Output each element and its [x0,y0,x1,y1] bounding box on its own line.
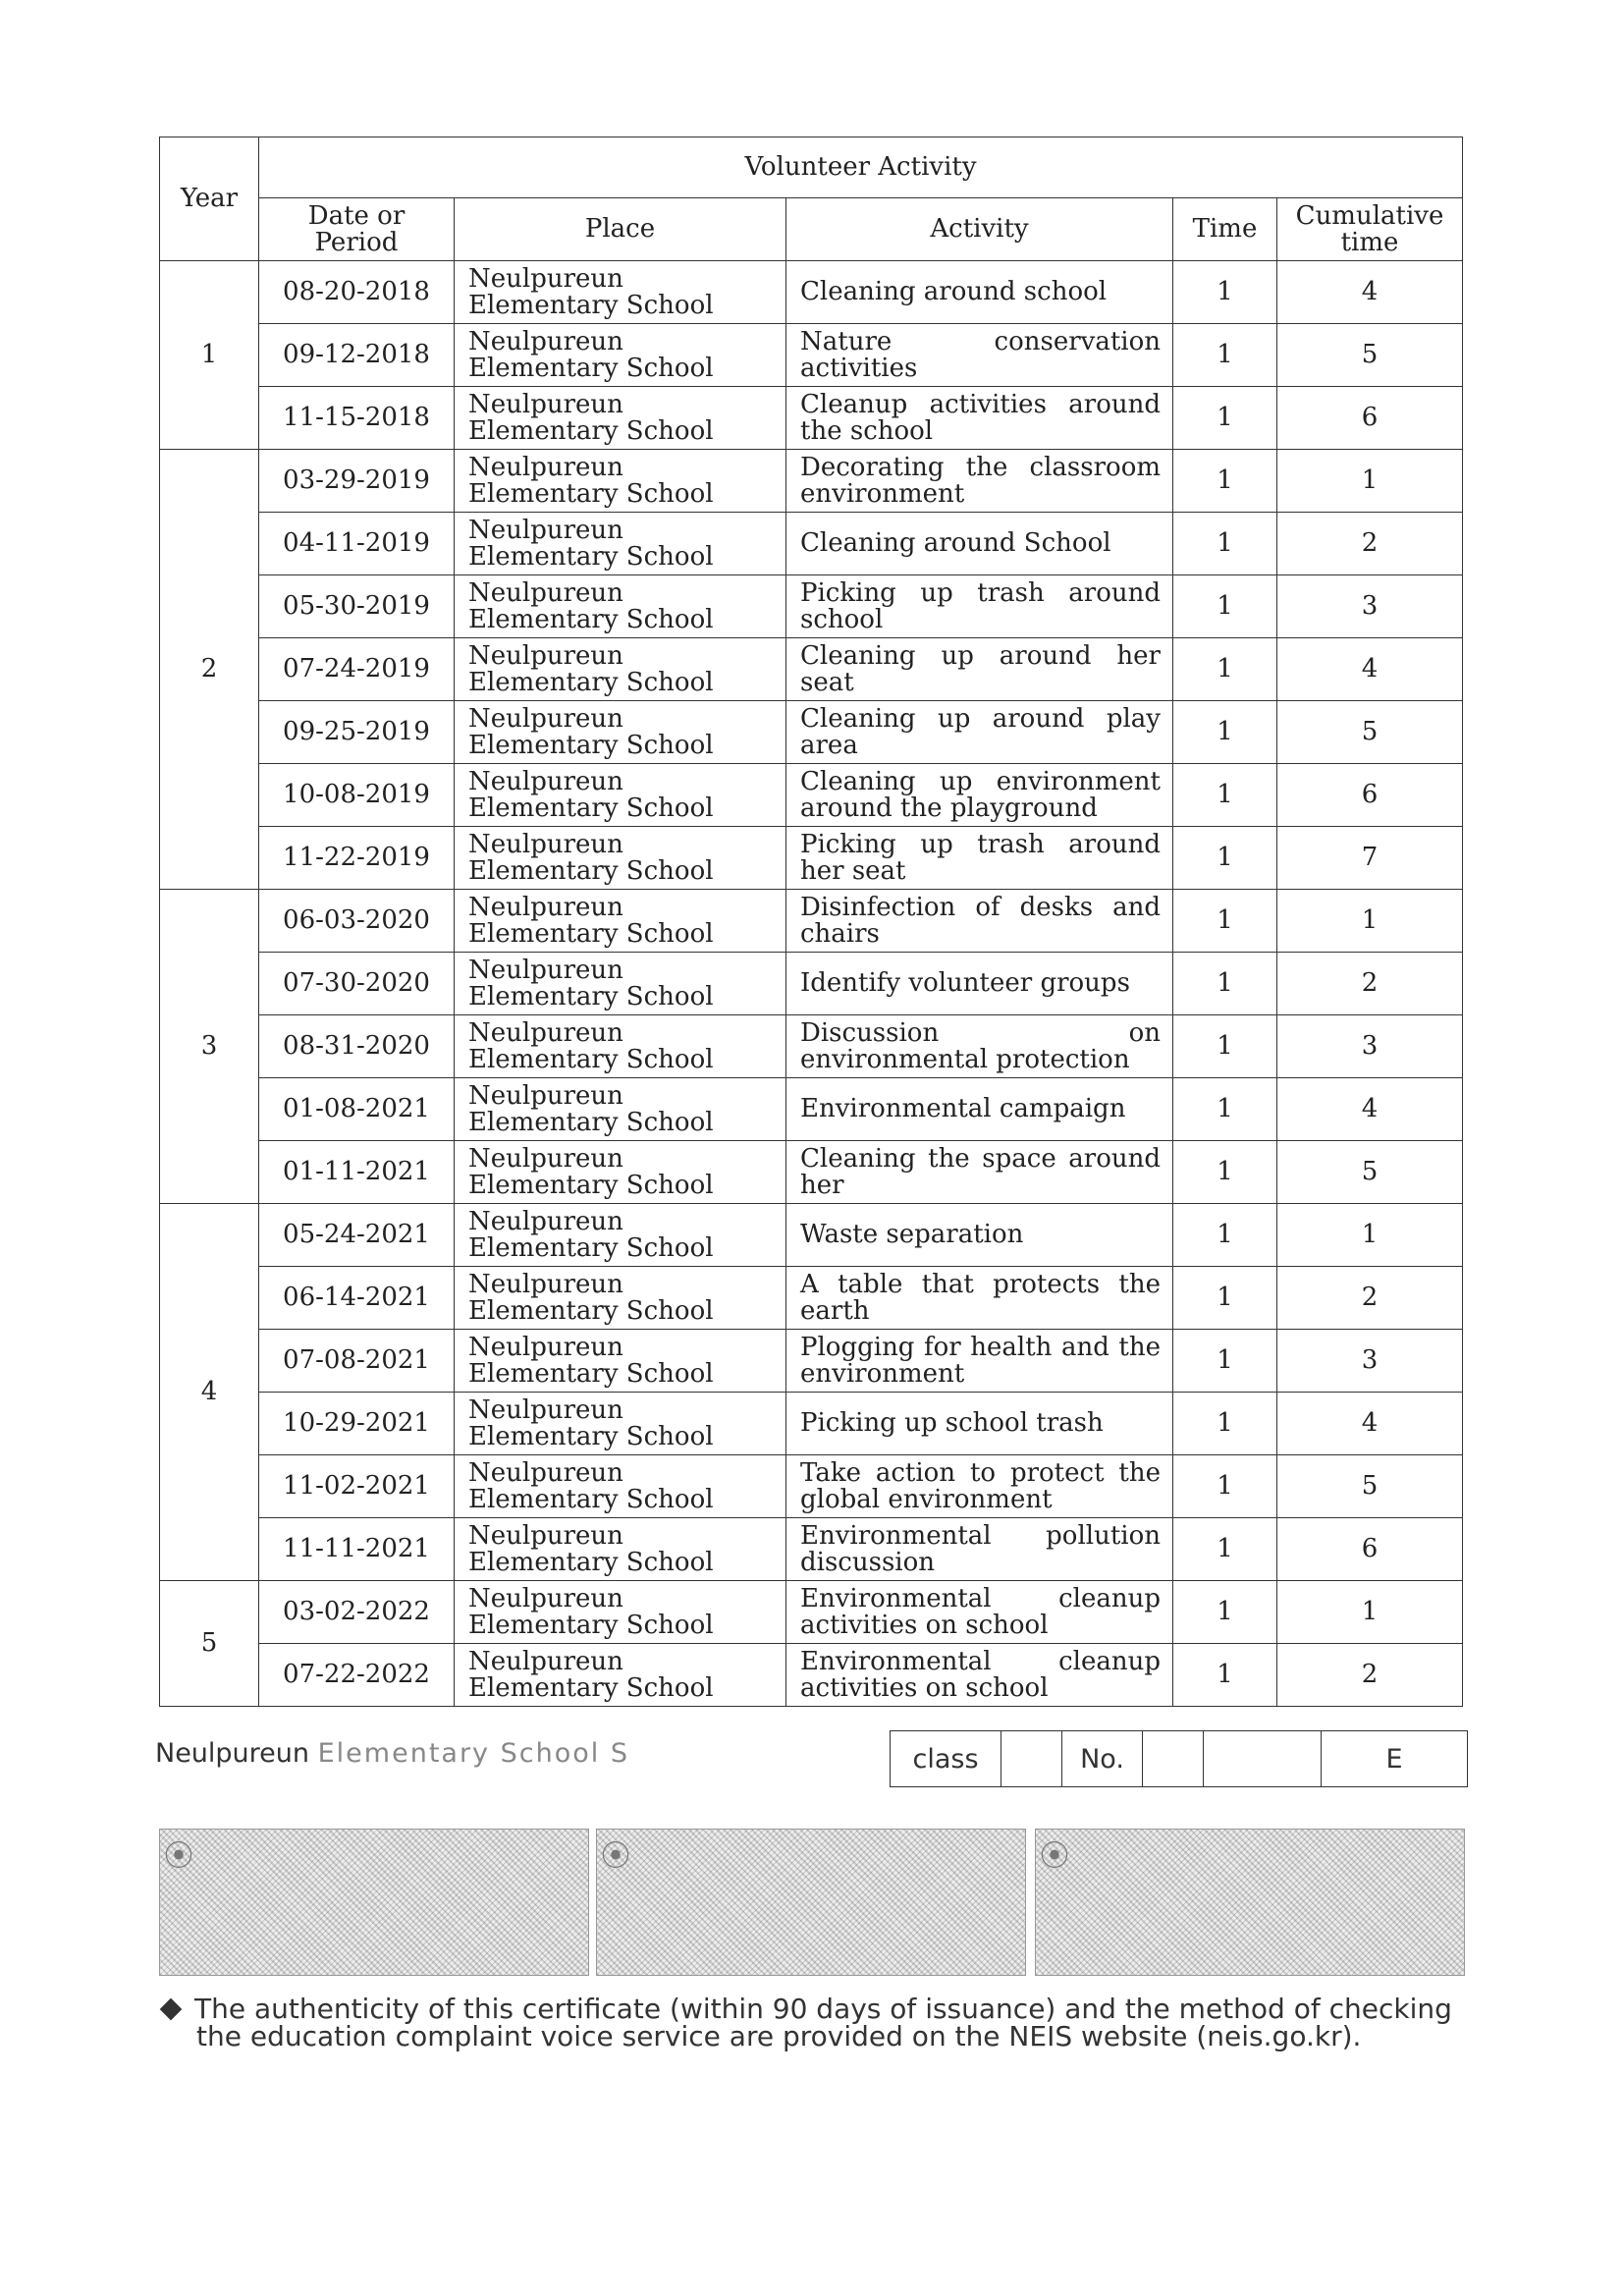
time-cell: 1 [1173,450,1277,513]
activity-cell: Environmental campaign [786,1078,1173,1141]
place-cell: Neulpureun Elementary School [455,575,786,638]
date-cell: 11-22-2019 [259,827,455,890]
time-cell: 1 [1173,890,1277,953]
year-cell: 1 [160,261,259,450]
table-row [160,1518,1463,1581]
table-row [160,1581,1463,1644]
activity-cell: Cleaning up around her seat [786,638,1173,701]
cumulative-time-cell: 6 [1277,387,1463,450]
place-cell: Neulpureun Elementary School [455,1015,786,1078]
table-row [160,764,1463,827]
table-row [160,1644,1463,1707]
cumulative-time-cell: 6 [1277,1518,1463,1581]
name-label [1204,1731,1322,1787]
class-number-box [890,1730,1468,1787]
table-row [160,1204,1463,1267]
table-row [160,1455,1463,1518]
cumulative-time-cell: 1 [1277,890,1463,953]
place-cell: Neulpureun Elementary School [455,513,786,575]
date-cell: 09-25-2019 [259,701,455,764]
activity-cell: Environmental cleanup activities on school [786,1644,1173,1707]
activity-cell: Identify volunteer groups [786,953,1173,1015]
date-cell: 06-14-2021 [259,1267,455,1330]
class-label: class [891,1731,1001,1787]
cumulative-time-cell: 5 [1277,701,1463,764]
place-cell: Neulpureun Elementary School [455,1141,786,1204]
activity-cell: Cleaning up environment around the playground [786,764,1173,827]
activity-cell: Picking up trash around school [786,575,1173,638]
activity-cell: Environmental cleanup activities on school [786,1581,1173,1644]
official-seal-1 [159,1829,589,1976]
activity-cell: Nature conservation activities [786,324,1173,387]
table-row [160,827,1463,890]
year-cell: 2 [160,450,259,890]
cumulative-time-cell: 6 [1277,764,1463,827]
class-value [1001,1731,1062,1787]
table-row [160,324,1463,387]
time-cell: 1 [1173,387,1277,450]
time-cell: 1 [1173,513,1277,575]
activity-cell: Picking up school trash [786,1393,1173,1455]
cumulative-time-cell: 2 [1277,1644,1463,1707]
cumulative-time-cell: 4 [1277,1393,1463,1455]
place-cell: Neulpureun Elementary School [455,1455,786,1518]
cumulative-time-cell: 5 [1277,1141,1463,1204]
header-cumulative-time: Cumulative time [1277,198,1463,261]
cumulative-time-cell: 2 [1277,953,1463,1015]
time-cell: 1 [1173,1078,1277,1141]
cumulative-time-cell: 2 [1277,513,1463,575]
notice-line-1: The authenticity of this certificate (within 90 days of issuance) and the method of checking [194,1993,1452,2025]
activity-cell: Plogging for health and the environment [786,1330,1173,1393]
cumulative-time-cell: 3 [1277,575,1463,638]
table-row [160,1015,1463,1078]
place-cell: Neulpureun Elementary School [455,1581,786,1644]
date-cell: 07-24-2019 [259,638,455,701]
time-cell: 1 [1173,1455,1277,1518]
place-cell: Neulpureun Elementary School [455,387,786,450]
date-cell: 08-20-2018 [259,261,455,324]
date-cell: 07-30-2020 [259,953,455,1015]
place-cell: Neulpureun Elementary School [455,701,786,764]
place-cell: Neulpureun Elementary School [455,261,786,324]
date-cell: 09-12-2018 [259,324,455,387]
year-cell: 3 [160,890,259,1204]
date-cell: 08-31-2020 [259,1015,455,1078]
date-cell: 07-08-2021 [259,1330,455,1393]
time-cell: 1 [1173,701,1277,764]
time-cell: 1 [1173,575,1277,638]
table-row [160,387,1463,450]
cumulative-time-cell: 4 [1277,1078,1463,1141]
activity-cell: Decorating the classroom environment [786,450,1173,513]
header-time: Time [1173,198,1277,261]
cumulative-time-cell: 2 [1277,1267,1463,1330]
activity-cell: Cleaning up around play area [786,701,1173,764]
table-row [160,953,1463,1015]
cumulative-time-cell: 3 [1277,1015,1463,1078]
table-row [160,1078,1463,1141]
time-cell: 1 [1173,827,1277,890]
date-cell: 03-29-2019 [259,450,455,513]
cumulative-time-cell: 1 [1277,1204,1463,1267]
place-cell: Neulpureun Elementary School [455,1267,786,1330]
name-value: E [1322,1731,1468,1787]
date-cell: 10-29-2021 [259,1393,455,1455]
time-cell: 1 [1173,638,1277,701]
place-cell: Neulpureun Elementary School [455,890,786,953]
date-cell: 06-03-2020 [259,890,455,953]
seal-mark-icon: ⦿ [601,1839,630,1874]
time-cell: 1 [1173,1518,1277,1581]
footer-school-obscured: Elementary School S [317,1738,629,1769]
date-cell: 04-11-2019 [259,513,455,575]
time-cell: 1 [1173,1644,1277,1707]
cumulative-time-cell: 4 [1277,261,1463,324]
date-cell: 11-15-2018 [259,387,455,450]
activity-cell: Cleaning around school [786,261,1173,324]
date-cell: 01-11-2021 [259,1141,455,1204]
year-cell: 5 [160,1581,259,1707]
no-value [1143,1731,1204,1787]
table-row [160,450,1463,513]
place-cell: Neulpureun Elementary School [455,1330,786,1393]
date-cell: 10-08-2019 [259,764,455,827]
no-label: No. [1062,1731,1143,1787]
time-cell: 1 [1173,1204,1277,1267]
place-cell: Neulpureun Elementary School [455,1393,786,1455]
seal-mark-icon: ⦿ [1040,1839,1069,1874]
table-row [160,890,1463,953]
time-cell: 1 [1173,953,1277,1015]
activity-cell: Disinfection of desks and chairs [786,890,1173,953]
place-cell: Neulpureun Elementary School [455,1204,786,1267]
authenticity-notice [157,1995,1483,2050]
year-cell: 4 [160,1204,259,1581]
date-cell: 05-30-2019 [259,575,455,638]
table-row [160,701,1463,764]
date-cell: 01-08-2021 [259,1078,455,1141]
time-cell: 1 [1173,764,1277,827]
table-row [160,1141,1463,1204]
diamond-bullet-icon [160,1997,183,2020]
volunteer-activity-table [159,137,1463,1707]
date-cell: 07-22-2022 [259,1644,455,1707]
table-row [160,1267,1463,1330]
footer-school-name [155,1738,629,1769]
time-cell: 1 [1173,1330,1277,1393]
activity-cell: Picking up trash around her seat [786,827,1173,890]
time-cell: 1 [1173,1141,1277,1204]
activity-cell: Environmental pollution discussion [786,1518,1173,1581]
header-date-or-period: Date or Period [259,198,455,261]
activity-cell: Cleaning the space around her [786,1141,1173,1204]
table-row [160,1330,1463,1393]
table-row [160,575,1463,638]
header-volunteer-activity: Volunteer Activity [259,137,1463,198]
date-cell: 11-02-2021 [259,1455,455,1518]
table-row [160,261,1463,324]
place-cell: Neulpureun Elementary School [455,1644,786,1707]
cumulative-time-cell: 1 [1277,1581,1463,1644]
cumulative-time-cell: 3 [1277,1330,1463,1393]
table-row [160,1393,1463,1455]
activity-cell: Cleanup activities around the school [786,387,1173,450]
time-cell: 1 [1173,1015,1277,1078]
place-cell: Neulpureun Elementary School [455,324,786,387]
cumulative-time-cell: 5 [1277,324,1463,387]
table-row [160,638,1463,701]
header-activity: Activity [786,198,1173,261]
cumulative-time-cell: 4 [1277,638,1463,701]
place-cell: Neulpureun Elementary School [455,953,786,1015]
time-cell: 1 [1173,261,1277,324]
activity-cell: Discussion on environmental protection [786,1015,1173,1078]
time-cell: 1 [1173,1393,1277,1455]
cumulative-time-cell: 5 [1277,1455,1463,1518]
time-cell: 1 [1173,324,1277,387]
activity-cell: Cleaning around School [786,513,1173,575]
time-cell: 1 [1173,1267,1277,1330]
official-seal-2 [596,1829,1026,1976]
official-seal-3 [1035,1829,1465,1976]
header-place: Place [455,198,786,261]
date-cell: 05-24-2021 [259,1204,455,1267]
header-year: Year [160,137,259,261]
time-cell: 1 [1173,1581,1277,1644]
footer-school: Neulpureun [155,1738,310,1769]
place-cell: Neulpureun Elementary School [455,827,786,890]
date-cell: 11-11-2021 [259,1518,455,1581]
table-body [160,261,1463,1707]
place-cell: Neulpureun Elementary School [455,1518,786,1581]
activity-cell: Waste separation [786,1204,1173,1267]
place-cell: Neulpureun Elementary School [455,764,786,827]
cumulative-time-cell: 7 [1277,827,1463,890]
place-cell: Neulpureun Elementary School [455,1078,786,1141]
date-cell: 03-02-2022 [259,1581,455,1644]
activity-cell: Take action to protect the global environment [786,1455,1173,1518]
seal-mark-icon: ⦿ [164,1839,193,1874]
table-row [160,513,1463,575]
notice-line-2: the education complaint voice service are provided on the NEIS website (neis.go.kr). [196,2020,1362,2052]
cumulative-time-cell: 1 [1277,450,1463,513]
place-cell: Neulpureun Elementary School [455,638,786,701]
activity-cell: A table that protects the earth [786,1267,1173,1330]
place-cell: Neulpureun Elementary School [455,450,786,513]
